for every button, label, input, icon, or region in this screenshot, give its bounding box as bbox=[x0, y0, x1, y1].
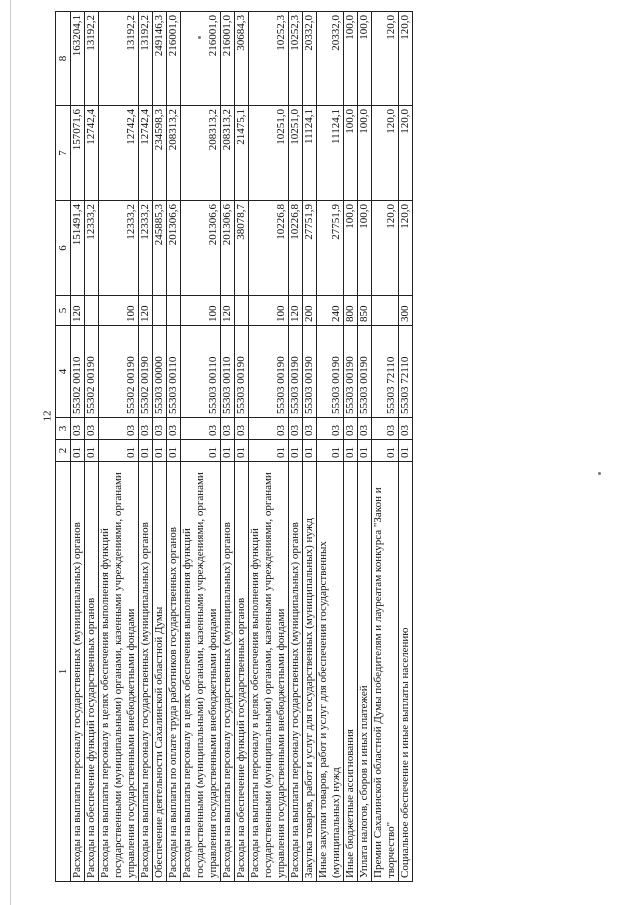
column-header-2: 2 bbox=[56, 440, 71, 462]
cell-col-7: 12742,4 bbox=[85, 106, 99, 201]
cell-col-6: 120,0 bbox=[372, 201, 399, 296]
cell-col-5 bbox=[372, 296, 399, 326]
cell-col-6: 120,0 bbox=[399, 201, 413, 296]
cell-col-5: 120 bbox=[71, 296, 85, 326]
column-header-7: 7 bbox=[56, 106, 71, 201]
cell-col-5: 100 bbox=[99, 296, 139, 326]
cell-col-7: 208313,2 bbox=[167, 106, 181, 201]
row-description: Социальное обеспечение и иные выплаты населению bbox=[399, 462, 413, 882]
cell-col-7: 10251,0 bbox=[289, 106, 303, 201]
cell-col-2: 01 bbox=[372, 440, 399, 462]
table-row bbox=[181, 12, 221, 882]
cell-col-8: 13192,2 bbox=[85, 12, 99, 106]
cell-col-7: 12742,4 bbox=[139, 106, 153, 201]
cell-col-2: 01 bbox=[358, 440, 372, 462]
cell-col-3: 03 bbox=[85, 418, 99, 440]
table-row bbox=[71, 12, 85, 882]
cell-col-4: 55303 00110 bbox=[167, 326, 181, 418]
column-header-1: 1 bbox=[56, 462, 71, 882]
table-row bbox=[303, 12, 317, 882]
column-header-5: 5 bbox=[56, 296, 71, 326]
cell-col-7: 120,0 bbox=[372, 106, 399, 201]
row-description: Расходы на обеспечение функций государственных органов bbox=[85, 462, 99, 882]
cell-col-4: 55303 00190 bbox=[344, 326, 358, 418]
cell-col-5: 100 bbox=[249, 296, 289, 326]
cell-col-4: 55303 00190 bbox=[303, 326, 317, 418]
cell-col-5 bbox=[235, 296, 249, 326]
cell-col-6: 100,0 bbox=[358, 201, 372, 296]
cell-col-4: 55303 00000 bbox=[153, 326, 167, 418]
cell-col-2: 01 bbox=[317, 440, 344, 462]
row-description: Расходы на выплаты персоналу в целях обеспечения выполнения функций государственными (муниципальными) органами, казенными учреждениями, органами управления государственными внебюджетными фондами bbox=[249, 462, 289, 882]
cell-col-3: 03 bbox=[344, 418, 358, 440]
cell-col-2: 01 bbox=[139, 440, 153, 462]
cell-col-7: 120,0 bbox=[399, 106, 413, 201]
cell-col-8: 13192,2 bbox=[139, 12, 153, 106]
cell-col-8: 20332,0 bbox=[317, 12, 344, 106]
cell-col-2: 01 bbox=[221, 440, 235, 462]
cell-col-5 bbox=[153, 296, 167, 326]
cell-col-2: 01 bbox=[399, 440, 413, 462]
cell-col-8: 249146,3 bbox=[153, 12, 167, 106]
cell-col-8: 10252,3 bbox=[289, 12, 303, 106]
cell-col-6: 201306,6 bbox=[181, 201, 221, 296]
cell-col-6: 100,0 bbox=[344, 201, 358, 296]
cell-col-4: 55302 00110 bbox=[71, 326, 85, 418]
cell-col-3: 03 bbox=[372, 418, 399, 440]
cell-col-6: 151491,4 bbox=[71, 201, 85, 296]
cell-col-4: 55303 00190 bbox=[249, 326, 289, 418]
table-row bbox=[221, 12, 235, 882]
cell-col-6: 10226,8 bbox=[249, 201, 289, 296]
cell-col-7: 100,0 bbox=[358, 106, 372, 201]
column-header-8: 8 bbox=[56, 12, 71, 106]
budget-table bbox=[55, 11, 413, 882]
cell-col-7: 11124,1 bbox=[317, 106, 344, 201]
cell-col-7: 11124,1 bbox=[303, 106, 317, 201]
cell-col-2: 01 bbox=[153, 440, 167, 462]
rotated-document bbox=[55, 12, 630, 882]
cell-col-8: 100,0 bbox=[344, 12, 358, 106]
cell-col-7: 157071,6 bbox=[71, 106, 85, 201]
cell-col-8: 163204,1 bbox=[71, 12, 85, 106]
cell-col-6: 245885,3 bbox=[153, 201, 167, 296]
row-description: Расходы на выплаты персоналу в целях обеспечения выполнения функций государственными (муниципальными) органами, казенными учреждениями, органами управления государственными внебюджетными фондами bbox=[99, 462, 139, 882]
cell-col-4: 55302 00190 bbox=[139, 326, 153, 418]
row-description: Расходы на выплаты по оплате труда работников государственных органов bbox=[167, 462, 181, 882]
row-description: Расходы на обеспечение функций государственных органов bbox=[235, 462, 249, 882]
scan-margin-line bbox=[10, 0, 11, 905]
cell-col-5: 120 bbox=[139, 296, 153, 326]
cell-col-4: 55303 00190 bbox=[289, 326, 303, 418]
row-description: Иные закупки товаров, работ и услуг для обеспечения государственных (муниципальных) нужд bbox=[317, 462, 344, 882]
cell-col-6: 201306,6 bbox=[221, 201, 235, 296]
cell-col-8: 13192,2 bbox=[99, 12, 139, 106]
cell-col-7: 12742,4 bbox=[99, 106, 139, 201]
cell-col-4: 55302 00190 bbox=[99, 326, 139, 418]
cell-col-5: 200 bbox=[303, 296, 317, 326]
table-row bbox=[289, 12, 303, 882]
cell-col-3: 03 bbox=[249, 418, 289, 440]
column-header-4: 4 bbox=[56, 326, 71, 418]
cell-col-2: 01 bbox=[181, 440, 221, 462]
cell-col-5 bbox=[85, 296, 99, 326]
row-description: Иные бюджетные ассигнования bbox=[344, 462, 358, 882]
cell-col-6: 12333,2 bbox=[99, 201, 139, 296]
column-number-row bbox=[56, 12, 71, 882]
table-row bbox=[235, 12, 249, 882]
table-row bbox=[399, 12, 413, 882]
cell-col-3: 03 bbox=[221, 418, 235, 440]
cell-col-6: 27751,9 bbox=[303, 201, 317, 296]
cell-col-2: 01 bbox=[71, 440, 85, 462]
cell-col-5: 240 bbox=[317, 296, 344, 326]
cell-col-3: 03 bbox=[399, 418, 413, 440]
table-row bbox=[139, 12, 153, 882]
cell-col-8: 216001,0 bbox=[181, 12, 221, 106]
row-description: Расходы на выплаты персоналу в целях обеспечения выполнения функций государственными (муниципальными) органами, казенными учреждениями, органами управления государственными внебюджетными фондами bbox=[181, 462, 221, 882]
cell-col-5: 300 bbox=[399, 296, 413, 326]
cell-col-6: 201306,6 bbox=[167, 201, 181, 296]
row-description: Обеспечение деятельности Сахалинской областной Думы bbox=[153, 462, 167, 882]
row-description: Расходы на выплаты персоналу государственных (муниципальных) органов bbox=[139, 462, 153, 882]
table-row bbox=[153, 12, 167, 882]
cell-col-5: 100 bbox=[181, 296, 221, 326]
cell-col-3: 03 bbox=[139, 418, 153, 440]
cell-col-8: 30684,3 bbox=[235, 12, 249, 106]
cell-col-3: 03 bbox=[289, 418, 303, 440]
cell-col-2: 01 bbox=[249, 440, 289, 462]
cell-col-8: 120,0 bbox=[372, 12, 399, 106]
cell-col-8: 10252,3 bbox=[249, 12, 289, 106]
cell-col-4: 55303 00190 bbox=[317, 326, 344, 418]
cell-col-7: 10251,0 bbox=[249, 106, 289, 201]
cell-col-2: 01 bbox=[289, 440, 303, 462]
cell-col-2: 01 bbox=[235, 440, 249, 462]
cell-col-5 bbox=[167, 296, 181, 326]
cell-col-4: 55303 00190 bbox=[358, 326, 372, 418]
cell-col-8: 100,0 bbox=[358, 12, 372, 106]
cell-col-7: 208313,2 bbox=[221, 106, 235, 201]
cell-col-3: 03 bbox=[99, 418, 139, 440]
cell-col-4: 55302 00190 bbox=[85, 326, 99, 418]
table-row bbox=[85, 12, 99, 882]
cell-col-6: 27751,9 bbox=[317, 201, 344, 296]
cell-col-8: 216001,0 bbox=[167, 12, 181, 106]
row-description: Закупка товаров, работ и услуг для государственных (муниципальных) нужд bbox=[303, 462, 317, 882]
cell-col-8: 216001,0 bbox=[221, 12, 235, 106]
cell-col-3: 03 bbox=[235, 418, 249, 440]
cell-col-3: 03 bbox=[317, 418, 344, 440]
cell-col-7: 234598,3 bbox=[153, 106, 167, 201]
cell-col-3: 03 bbox=[153, 418, 167, 440]
cell-col-2: 01 bbox=[344, 440, 358, 462]
cell-col-7: 208313,2 bbox=[181, 106, 221, 201]
table-row bbox=[372, 12, 399, 882]
table-row bbox=[358, 12, 372, 882]
cell-col-2: 01 bbox=[303, 440, 317, 462]
cell-col-5: 120 bbox=[221, 296, 235, 326]
cell-col-5: 800 bbox=[344, 296, 358, 326]
cell-col-6: 12333,2 bbox=[139, 201, 153, 296]
table-row bbox=[99, 12, 139, 882]
cell-col-6: 38078,7 bbox=[235, 201, 249, 296]
table-row bbox=[249, 12, 289, 882]
table-row bbox=[317, 12, 344, 882]
cell-col-4: 55303 00110 bbox=[181, 326, 221, 418]
table-row bbox=[344, 12, 358, 882]
column-header-6: 6 bbox=[56, 201, 71, 296]
cell-col-2: 01 bbox=[99, 440, 139, 462]
row-description: Расходы на выплаты персоналу государственных (муниципальных) органов bbox=[289, 462, 303, 882]
cell-col-3: 03 bbox=[71, 418, 85, 440]
cell-col-3: 03 bbox=[303, 418, 317, 440]
cell-col-2: 01 bbox=[167, 440, 181, 462]
cell-col-8: 120,0 bbox=[399, 12, 413, 106]
cell-col-4: 55303 72110 bbox=[372, 326, 399, 418]
cell-col-4: 55303 00190 bbox=[235, 326, 249, 418]
cell-col-2: 01 bbox=[85, 440, 99, 462]
page-number: 12 bbox=[41, 410, 54, 422]
table-row bbox=[167, 12, 181, 882]
row-description: Расходы на выплаты персоналу государственных (муниципальных) органов bbox=[71, 462, 85, 882]
cell-col-5: 850 bbox=[358, 296, 372, 326]
cell-col-6: 12333,2 bbox=[85, 201, 99, 296]
cell-col-3: 03 bbox=[181, 418, 221, 440]
cell-col-3: 03 bbox=[358, 418, 372, 440]
cell-col-6: 10226,8 bbox=[289, 201, 303, 296]
cell-col-7: 100,0 bbox=[344, 106, 358, 201]
table-body bbox=[71, 12, 413, 882]
cell-col-5: 120 bbox=[289, 296, 303, 326]
row-description: Расходы на выплаты персоналу государственных (муниципальных) органов bbox=[221, 462, 235, 882]
row-description: Премии Сахалинской областной Думы победителям и лауреатам конкурса "Закон и творчество" bbox=[372, 462, 399, 882]
column-header-3: 3 bbox=[56, 418, 71, 440]
cell-col-7: 21475,1 bbox=[235, 106, 249, 201]
row-description: Уплата налогов, сборов и иных платежей bbox=[358, 462, 372, 882]
cell-col-4: 55303 72110 bbox=[399, 326, 413, 418]
cell-col-8: 20332,0 bbox=[303, 12, 317, 106]
cell-col-3: 03 bbox=[167, 418, 181, 440]
cell-col-4: 55303 00110 bbox=[221, 326, 235, 418]
